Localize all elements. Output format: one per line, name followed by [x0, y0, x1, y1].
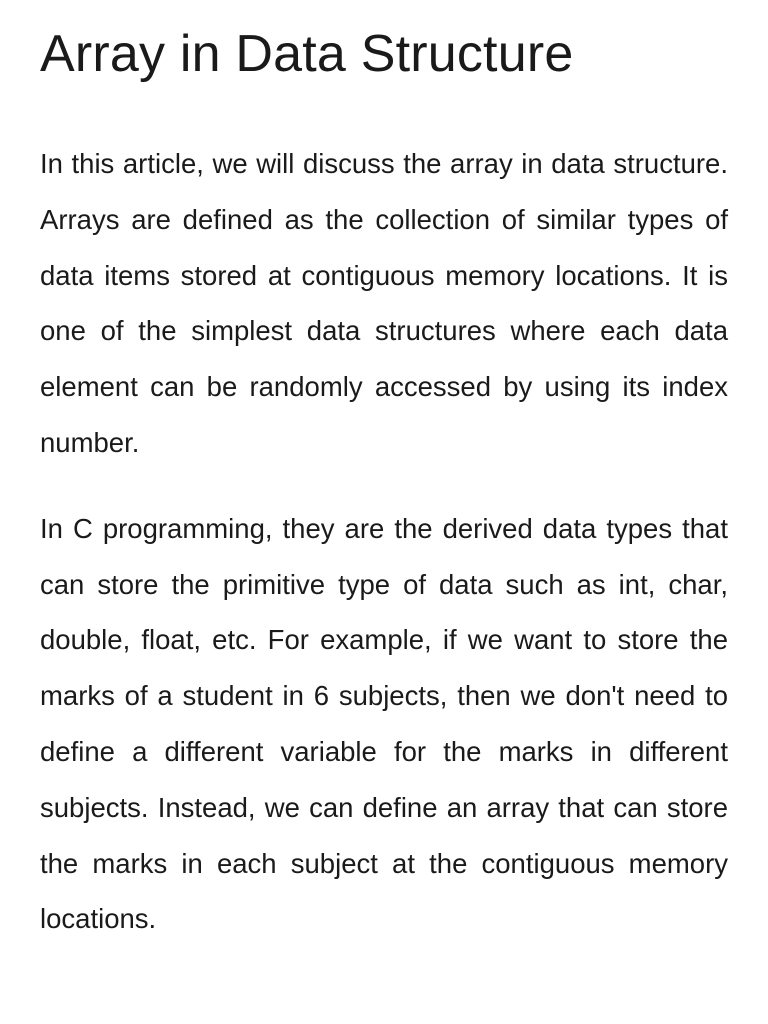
page-title: Array in Data Structure: [40, 25, 574, 83]
article-paragraph-intro: In this article, we will discuss the array in data structure. Arrays are defined as the collection of similar types of data items stored at contiguous memory locations. It is one of the simplest data structures where each data element can be randomly accessed by using its index number.: [40, 148, 728, 458]
article-paragraph-c-programming: In C programming, they are the derived data types that can store the primitive type of data such as int, char, double, float, etc. For example, if we want to store the marks of a student in 6 subjects, then we don't need to define a different variable for the marks in different subjects. Instead, we can define an array that can store the marks in each subject at the contiguous memory locations.: [40, 512, 728, 935]
